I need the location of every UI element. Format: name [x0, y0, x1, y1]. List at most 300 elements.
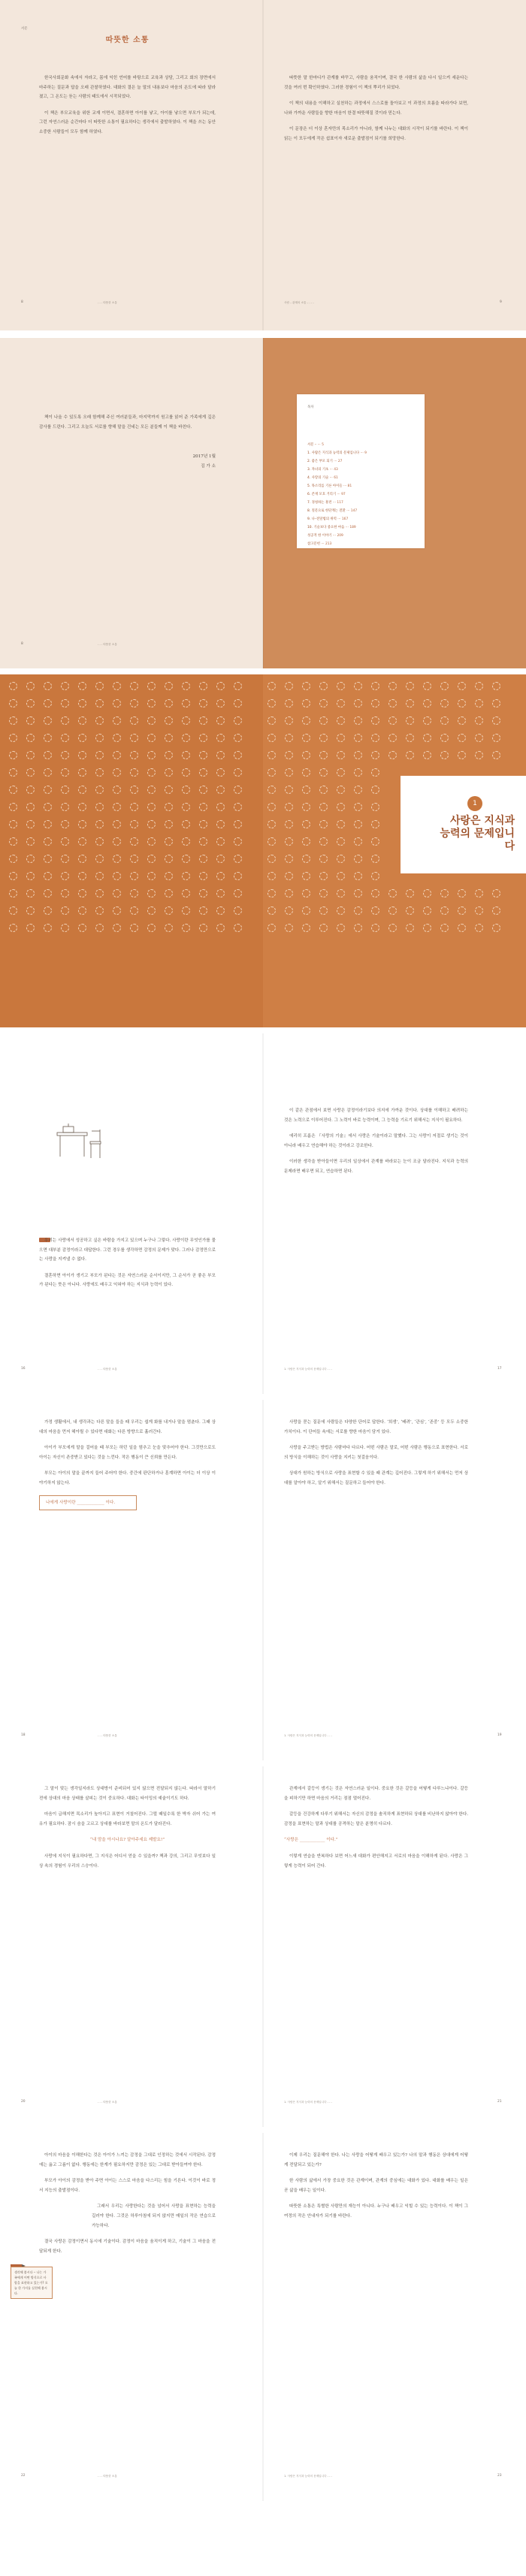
- decorative-circle: [423, 906, 431, 915]
- decorative-circle: [9, 716, 17, 725]
- paragraph: 그래서 우리는 사랑한다는 것을 넘어서 사랑을 표현하는 능력을 길러야 한다. 그것은 하루아침에 되지 않지만 매일의 작은 연습으로 가능하다.: [92, 2204, 216, 2228]
- paragraph: 가정 생활에서, 내 생각과는 다른 말을 들을 때 우리는 쉽게 화를 내거나 말을 멈춘다. 그때 상대의 마음을 먼저 헤아릴 수 있다면 대화는 다른 방향으로 흘러간다.: [39, 1420, 216, 1434]
- decorative-circle: [26, 699, 35, 707]
- decorative-circle: [216, 924, 225, 932]
- decorative-circle: [337, 786, 345, 794]
- decorative-circle: [268, 682, 276, 690]
- paragraph: 상대가 원하는 방식으로 사랑을 표현할 수 있을 때 관계는 깊어진다. 그렇게 하기 위해서는 먼저 상대를 알아야 하고, 알기 위해서는 질문하고 들어야 한다.: [284, 1471, 468, 1486]
- decorative-circle: [44, 751, 52, 759]
- decorative-circle: [354, 889, 362, 897]
- decorative-circle: [475, 906, 483, 915]
- decorative-circle: [147, 837, 156, 846]
- preface-title: 따뜻한 소통: [105, 36, 150, 44]
- page-number: 17: [497, 1367, 502, 1371]
- decorative-circle: [302, 906, 310, 915]
- preface-spread: [0, 0, 526, 330]
- decorative-circle: [285, 924, 293, 932]
- preface-author: 김 가 소: [201, 463, 216, 469]
- decorative-circle: [268, 872, 276, 880]
- decorative-circle: [130, 751, 138, 759]
- decorative-circle: [78, 820, 86, 828]
- page-footer: - - - 따뜻한 소통: [98, 301, 117, 304]
- body-text: [284, 2151, 468, 2228]
- decorative-circle: [440, 699, 449, 707]
- decorative-circle: [9, 872, 17, 880]
- decorative-circle: [182, 906, 190, 915]
- decorative-circle: [44, 786, 52, 794]
- decorative-circle: [319, 924, 328, 932]
- decorative-circle: [492, 751, 500, 759]
- decorative-circle: [95, 734, 104, 742]
- page-number: 18: [21, 1733, 26, 1737]
- decorative-circle: [78, 924, 86, 932]
- decorative-circle: [354, 768, 362, 777]
- decorative-circle: [319, 768, 328, 777]
- decorative-circle: [319, 682, 328, 690]
- decorative-circle: [216, 699, 225, 707]
- decorative-circle: [440, 889, 449, 897]
- decorative-circle: [182, 768, 190, 777]
- decorative-circle: [371, 855, 379, 863]
- decorative-circle: [216, 906, 225, 915]
- decorative-circle: [9, 803, 17, 811]
- decorative-circle: [130, 734, 138, 742]
- decorative-circle: [388, 889, 397, 897]
- decorative-circle: [268, 924, 276, 932]
- toc-entry-label: 1. 사람은 지식과 능력의 문제입니다: [307, 451, 360, 455]
- chapter-title-card: [401, 776, 526, 873]
- decorative-circle: [165, 872, 173, 880]
- decorative-circle: [26, 855, 35, 863]
- page-footer: - - - 따뜻한 소통: [98, 643, 117, 646]
- decorative-circle: [44, 682, 52, 690]
- toc-spread: [0, 338, 526, 668]
- decorative-circle: [302, 751, 310, 759]
- decorative-circle: [234, 855, 242, 863]
- decorative-circle: [492, 682, 500, 690]
- decorative-circle: [95, 768, 104, 777]
- toc-entry-label: 서문 –: [307, 443, 317, 447]
- paragraph: 갈등을 건강하게 다루기 위해서는 자신의 감정을 솔직하게 표현하되 상대를 비난하지 않아야 한다. 감정을 표현하는 말과 상대를 공격하는 말은 분명히 다르다.: [284, 1812, 468, 1826]
- decorative-circle: [371, 872, 379, 880]
- decorative-circle: [337, 751, 345, 759]
- decorative-circle: [130, 924, 138, 932]
- decorative-circle: [113, 837, 121, 846]
- decorative-circle: [44, 699, 52, 707]
- decorative-circle: [354, 682, 362, 690]
- toc-entry-label: 5. 목소리를 기른 아이들: [307, 484, 343, 488]
- decorative-circle: [337, 924, 345, 932]
- decorative-circle: [216, 820, 225, 828]
- decorative-circle: [285, 682, 293, 690]
- toc-list: [307, 441, 417, 548]
- decorative-circle: [113, 889, 121, 897]
- paragraph: 책이 나올 수 있도록 오래 함께해 주신 여러분들과, 마지막까지 원고를 읽어 준 가족에게 깊은 감사를 드린다. 그리고 오늘도 서로를 향해 말을 건네는 모든 분들께 이 책을 바친다.: [39, 415, 216, 430]
- decorative-circle: [113, 803, 121, 811]
- decorative-circle: [423, 751, 431, 759]
- toc-entry-page: 61: [334, 476, 338, 480]
- decorative-circle: [268, 837, 276, 846]
- decorative-circle: [44, 803, 52, 811]
- decorative-circle: [423, 924, 431, 932]
- paragraph: 이 같은 관점에서 보면 사랑은 감정이라기보다 의지에 가까운 것이다. 상대를 이해하고 배려하는 것은 노력으로 이루어진다. 그 노력이 바로 능력이며, 그 능력을 기르기 위해서는 지식이 필요하다.: [284, 1109, 468, 1123]
- decorative-circle: [285, 855, 293, 863]
- preface-end-page: [0, 338, 263, 668]
- right-page: [263, 1400, 526, 1760]
- decorative-circle: [216, 716, 225, 725]
- decorative-circle: [26, 716, 35, 725]
- decorative-circle: [147, 699, 156, 707]
- decorative-circle: [95, 786, 104, 794]
- decorative-circle: [354, 855, 362, 863]
- decorative-circle: [9, 682, 17, 690]
- toc-entry-page: 81: [347, 484, 352, 488]
- chapter-number-badge: 1: [467, 796, 482, 811]
- toc-entry-page: 167: [341, 517, 349, 521]
- decorative-circle: [319, 803, 328, 811]
- paragraph: 사랑에 지식이 필요하다면, 그 지식은 어디서 얻을 수 있을까? 책과 강의, 그리고 무엇보다 일상 속의 경험이 우리의 스승이다.: [39, 1854, 216, 1869]
- chapter-spread-2: [0, 1400, 526, 1760]
- fill-in-quote-box: 나에게 사랑이란 _____________ 이다.: [39, 1495, 137, 1510]
- decorative-circle: [458, 924, 466, 932]
- preface-right-text: [284, 74, 468, 151]
- decorative-circle: [61, 768, 69, 777]
- body-text: [39, 1784, 216, 1878]
- decorative-circle: [61, 855, 69, 863]
- decorative-circle: [113, 716, 121, 725]
- decorative-circle: [337, 734, 345, 742]
- decorative-circle: [216, 837, 225, 846]
- page-number: 23: [497, 2474, 502, 2478]
- decorative-circle: [285, 803, 293, 811]
- decorative-circle: [234, 906, 242, 915]
- toc-entry-label: 6. 존재 모호 거리기: [307, 493, 337, 496]
- decorative-circle: [440, 734, 449, 742]
- decorative-circle: [371, 699, 379, 707]
- decorative-circle: [319, 889, 328, 897]
- decorative-circle: [423, 889, 431, 897]
- decorative-circle: [388, 734, 397, 742]
- decorative-circle: [78, 786, 86, 794]
- decorative-circle: [165, 734, 173, 742]
- decorative-circle: [268, 786, 276, 794]
- chapter-pattern-left: [0, 674, 263, 1027]
- preface-right-page: [263, 0, 526, 330]
- decorative-circle: [44, 768, 52, 777]
- page-footer: - - - 따뜻한 소통: [98, 1368, 117, 1371]
- page-footer: - - - 따뜻한 소통: [98, 1734, 117, 1737]
- decorative-circle: [302, 820, 310, 828]
- decorative-circle: [199, 768, 207, 777]
- decorative-circle: [78, 768, 86, 777]
- paragraph: 그 말이 맞는 생각일지라도 상대방이 준비되어 있지 않으면 전달되지 않는다. 따라서 말하기 전에 상대의 마음 상태를 살피는 것이 중요하다. 대화는 타이밍의 예술이기도 하다.: [39, 1787, 216, 1801]
- toc-entry[interactable]: 6. 존재 모호 거리기 ··· 97: [307, 493, 346, 496]
- left-page: [0, 1400, 263, 1760]
- decorative-circle: [216, 786, 225, 794]
- decorative-circle: [371, 751, 379, 759]
- decorative-circle: [268, 751, 276, 759]
- decorative-circle: [199, 751, 207, 759]
- decorative-circle: [199, 699, 207, 707]
- decorative-circle: [302, 872, 310, 880]
- toc-entry[interactable]: 1. 사람은 지식과 능력의 문제입니다 ··· 9: [307, 451, 367, 455]
- paragraph: 이 문장은 더 이상 혼자만의 목소리가 아니라, 함께 나누는 대화의 시작이 되기를 바란다. 이 책이 읽는 이 모두에게 작은 쉼표이자 새로운 출발점이 되기를 희망한다.: [284, 127, 468, 141]
- decorative-circle: [354, 872, 362, 880]
- page-footer: - - - 따뜻한 소통: [98, 2101, 117, 2104]
- decorative-circle: [165, 786, 173, 794]
- decorative-circle: [9, 820, 17, 828]
- decorative-circle: [302, 837, 310, 846]
- decorative-circle: [182, 820, 190, 828]
- decorative-circle: [130, 906, 138, 915]
- decorative-circle: [26, 924, 35, 932]
- decorative-circle: [78, 889, 86, 897]
- decorative-circle: [113, 768, 121, 777]
- decorative-circle: [234, 786, 242, 794]
- decorative-circle: [423, 699, 431, 707]
- decorative-circle: [26, 820, 35, 828]
- decorative-circle: [130, 803, 138, 811]
- paragraph: 부모는 아이의 말을 끝까지 들어 주어야 한다. 중간에 판단하거나 훈계하면 아이는 더 이상 이야기하지 않는다.: [39, 1471, 216, 1486]
- decorative-circle: [182, 734, 190, 742]
- decorative-circle: [199, 924, 207, 932]
- left-page: [0, 1033, 263, 1394]
- decorative-circle: [388, 924, 397, 932]
- decorative-circle: [26, 837, 35, 846]
- toc-entry-label: 7. 경청하는 훈련: [307, 501, 332, 505]
- decorative-circle: [371, 768, 379, 777]
- decorative-circle: [234, 716, 242, 725]
- paragraph: 이러한 생각을 받아들이면 우리의 일상에서 관계를 바라보는 눈이 조금 달라진다. 지식과 능력의 문제라면 배우면 되고, 연습하면 된다.: [284, 1160, 468, 1174]
- decorative-circle: [458, 734, 466, 742]
- toc-entry[interactable]: 4. 사랑의 기술 ··· 61: [307, 476, 338, 480]
- toc-entry[interactable]: 10. 기술보다 중요한 마음 ··· 189: [307, 526, 356, 529]
- toc-entry-page: 117: [337, 501, 343, 505]
- decorative-circle: [26, 768, 35, 777]
- decorative-circle: [492, 716, 500, 725]
- decorative-circle: [371, 924, 379, 932]
- toc-entry-page: 213: [325, 542, 332, 546]
- decorative-circle: [285, 820, 293, 828]
- page-number: 9: [500, 300, 502, 304]
- decorative-circle: [44, 906, 52, 915]
- decorative-circle: [113, 906, 121, 915]
- decorative-circle: [61, 699, 69, 707]
- decorative-circle: [371, 716, 379, 725]
- decorative-circle: [147, 924, 156, 932]
- decorative-circle: [268, 734, 276, 742]
- page-number: 22: [21, 2474, 26, 2478]
- decorative-circle: [147, 872, 156, 880]
- decorative-circle: [234, 820, 242, 828]
- body-text: [284, 1106, 468, 1184]
- decorative-circle: [199, 889, 207, 897]
- paragraph: 결국 사랑은 감정이면서 동시에 기술이다. 감정이 마음을 움직이게 하고, 기술이 그 마음을 전달되게 한다.: [39, 2240, 216, 2254]
- decorative-circle: [492, 906, 500, 915]
- decorative-circle: [44, 855, 52, 863]
- decorative-circle: [234, 872, 242, 880]
- decorative-circle: [302, 699, 310, 707]
- toc-entry[interactable]: 7. 경청하는 훈련 ··· 117: [307, 501, 343, 505]
- decorative-circle: [61, 837, 69, 846]
- decorative-circle: [354, 786, 362, 794]
- paragraph: 이렇게 연습을 반복하다 보면 어느새 대화가 편안해지고 서로의 마음을 이해하게 된다. 사랑은 그렇게 능력이 되어 간다.: [284, 1854, 468, 1869]
- decorative-circle: [406, 924, 414, 932]
- paragraph: 마음이 급해지면 목소리가 높아지고 표현이 거칠어진다. 그럴 때일수록 한 박자 쉬어 가는 여유가 필요하다. 잠시 숨을 고르고 상대를 바라보면 말의 온도가 달라진다.: [39, 1812, 216, 1826]
- decorative-circle: [475, 716, 483, 725]
- decorative-circle: [423, 716, 431, 725]
- decorative-circle: [130, 837, 138, 846]
- decorative-circle: [182, 889, 190, 897]
- page-number: 21: [497, 2100, 502, 2104]
- toc-entry[interactable]: 2. 좋은 부모 되기 ··· 27: [307, 460, 343, 463]
- decorative-circle: [199, 872, 207, 880]
- paragraph: 부모가 아이의 감정을 받아 주면 아이는 스스로 마음을 다스리는 힘을 기른다. 이것이 바로 정서 지능의 출발점이다.: [39, 2179, 216, 2193]
- decorative-circle: [9, 768, 17, 777]
- decorative-circle: [268, 906, 276, 915]
- body-text: [284, 1418, 468, 1495]
- decorative-circle: [458, 751, 466, 759]
- decorative-circle: [234, 924, 242, 932]
- decorative-circle: [234, 751, 242, 759]
- decorative-circle: [165, 820, 173, 828]
- decorative-circle: [165, 924, 173, 932]
- decorative-circle: [78, 803, 86, 811]
- decorative-circle: [285, 716, 293, 725]
- decorative-circle: [285, 872, 293, 880]
- page-number: 16: [21, 1367, 26, 1371]
- toc-entry-page: 5: [322, 443, 324, 447]
- decorative-circle: [165, 855, 173, 863]
- decorative-circle: [302, 803, 310, 811]
- paragraph: 따뜻한 소통은 특별한 사람만의 재능이 아니다. 누구나 배우고 익힐 수 있는 능력이다. 이 책이 그 여정의 작은 안내자가 되기를 바란다.: [284, 2204, 468, 2219]
- toc-entry-label: 성공적 한 이야기: [307, 534, 332, 538]
- decorative-circle: [78, 682, 86, 690]
- toc-entry[interactable]: 5. 목소리를 기른 아이들 ··· 81: [307, 484, 352, 488]
- decorative-circle: [406, 682, 414, 690]
- decorative-circle: [371, 803, 379, 811]
- decorative-circle: [216, 751, 225, 759]
- decorative-circle: [61, 751, 69, 759]
- decorative-circle: [95, 906, 104, 915]
- decorative-circle: [44, 820, 52, 828]
- decorative-circle: [199, 906, 207, 915]
- decorative-circle: [182, 837, 190, 846]
- decorative-circle: [26, 906, 35, 915]
- decorative-circle: [458, 699, 466, 707]
- gutter: [262, 338, 264, 668]
- decorative-circle: [285, 906, 293, 915]
- decorative-circle: [130, 682, 138, 690]
- decorative-circle: [113, 751, 121, 759]
- toc-entry-label: 10. 기술보다 중요한 마음: [307, 526, 345, 529]
- decorative-circle: [475, 699, 483, 707]
- decorative-circle: [9, 855, 17, 863]
- toc-entry[interactable]: 8. 질문으로 한단계는 전환 ··· 147: [307, 509, 358, 513]
- paragraph: 사랑을 묻는 질문에 사람들은 다양한 단어로 답한다. ‘희생’, ‘배려’, ‘관심’, ‘존중’ 등 모두 소중한 가치이다. 이 단어들 속에는 서로를 향한 마음이 담겨 있다.: [284, 1420, 468, 1434]
- decorative-circle: [147, 682, 156, 690]
- decorative-circle: [319, 837, 328, 846]
- decorative-circle: [475, 751, 483, 759]
- decorative-circle: [95, 716, 104, 725]
- toc-entry-page: 27: [337, 460, 343, 463]
- decorative-circle: [199, 837, 207, 846]
- decorative-circle: [337, 803, 345, 811]
- decorative-circle: [44, 837, 52, 846]
- paragraph: 우리는 사랑에서 성공하고 싶은 바람을 가지고 있으며 누구나 그렇다. 사랑이란 무엇인가를 물으면 대부분 감정이라고 대답한다. 그런 경우를 생각하면 감정의 문제가 맞다. 그러나 감정만으로는 사랑을 지켜낼 수 없다.: [39, 1238, 216, 1262]
- decorative-circle: [78, 837, 86, 846]
- decorative-circle: [268, 699, 276, 707]
- decorative-circle: [268, 716, 276, 725]
- decorative-circle: [406, 716, 414, 725]
- decorative-circle: [182, 803, 190, 811]
- gutter: [262, 1766, 264, 2127]
- decorative-circle: [165, 682, 173, 690]
- decorative-circle: [285, 734, 293, 742]
- decorative-circle: [9, 786, 17, 794]
- decorative-circle: [9, 837, 17, 846]
- toc-entry[interactable]: 9. 나–전달법의 위력 ··· 167: [307, 517, 349, 521]
- decorative-circle: [354, 751, 362, 759]
- page-footer: 1. 사람은 지식과 능력의 문제입니다 - - -: [284, 2101, 332, 2104]
- decorative-circle: [61, 682, 69, 690]
- decorative-circle: [95, 803, 104, 811]
- decorative-circle: [147, 906, 156, 915]
- decorative-circle: [234, 768, 242, 777]
- decorative-circle: [26, 889, 35, 897]
- decorative-circle: [302, 924, 310, 932]
- page-footer: 1. 사람은 지식과 능력의 문제입니다 - - -: [284, 2475, 332, 2478]
- decorative-circle: [406, 699, 414, 707]
- page-footer: - - - 따뜻한 소통: [98, 2475, 117, 2478]
- decorative-circle: [9, 889, 17, 897]
- decorative-circle: [354, 803, 362, 811]
- toc-entry[interactable]: 3. 자녀의 기초 ··· 43: [307, 468, 338, 472]
- decorative-circle: [492, 734, 500, 742]
- decorative-circle: [113, 872, 121, 880]
- decorative-circle: [371, 889, 379, 897]
- chapter-opener-spread: [0, 674, 526, 1027]
- decorative-circle: [354, 924, 362, 932]
- decorative-circle: [302, 768, 310, 777]
- decorative-circle: [440, 751, 449, 759]
- toc-entry-label: 2. 좋은 부모 되기: [307, 460, 333, 463]
- decorative-circle: [61, 820, 69, 828]
- decorative-circle: [199, 682, 207, 690]
- side-note-box: 생각해 봅시다 ‒ 나는 가족에게 어떤 방식으로 사랑을 표현하고 있는가? 오늘 한 가지를 실천해 봅시다.: [11, 2267, 53, 2299]
- toc-entry-page: 43: [334, 468, 338, 472]
- decorative-circle: [147, 786, 156, 794]
- paragraph: 이제 우리는 질문해야 한다. 나는 사랑을 어떻게 배우고 있는가? 나의 말과 행동은 상대에게 어떻게 전달되고 있는가?: [284, 2153, 468, 2167]
- toc-entry[interactable]: 성공적 한 이야기 ··· 209: [307, 534, 343, 538]
- preface-end-text: [39, 413, 216, 439]
- chapter-spread-3: [0, 1766, 526, 2127]
- decorative-circle: [337, 682, 345, 690]
- decorative-circle: [95, 837, 104, 846]
- toc-entry[interactable]: 서문 – ··· 5: [307, 443, 324, 447]
- page-number: 20: [21, 2100, 26, 2104]
- decorative-circle: [458, 889, 466, 897]
- decorative-circle: [78, 751, 86, 759]
- body-text: [39, 2151, 216, 2263]
- decorative-circle: [423, 734, 431, 742]
- decorative-circle: [147, 734, 156, 742]
- decorative-circle: [26, 872, 35, 880]
- decorative-circle: [319, 872, 328, 880]
- decorative-circle: [354, 820, 362, 828]
- toc-entry[interactable]: 참고문헌 ··· 213: [307, 542, 332, 546]
- chapter-spread-4: [0, 2133, 526, 2501]
